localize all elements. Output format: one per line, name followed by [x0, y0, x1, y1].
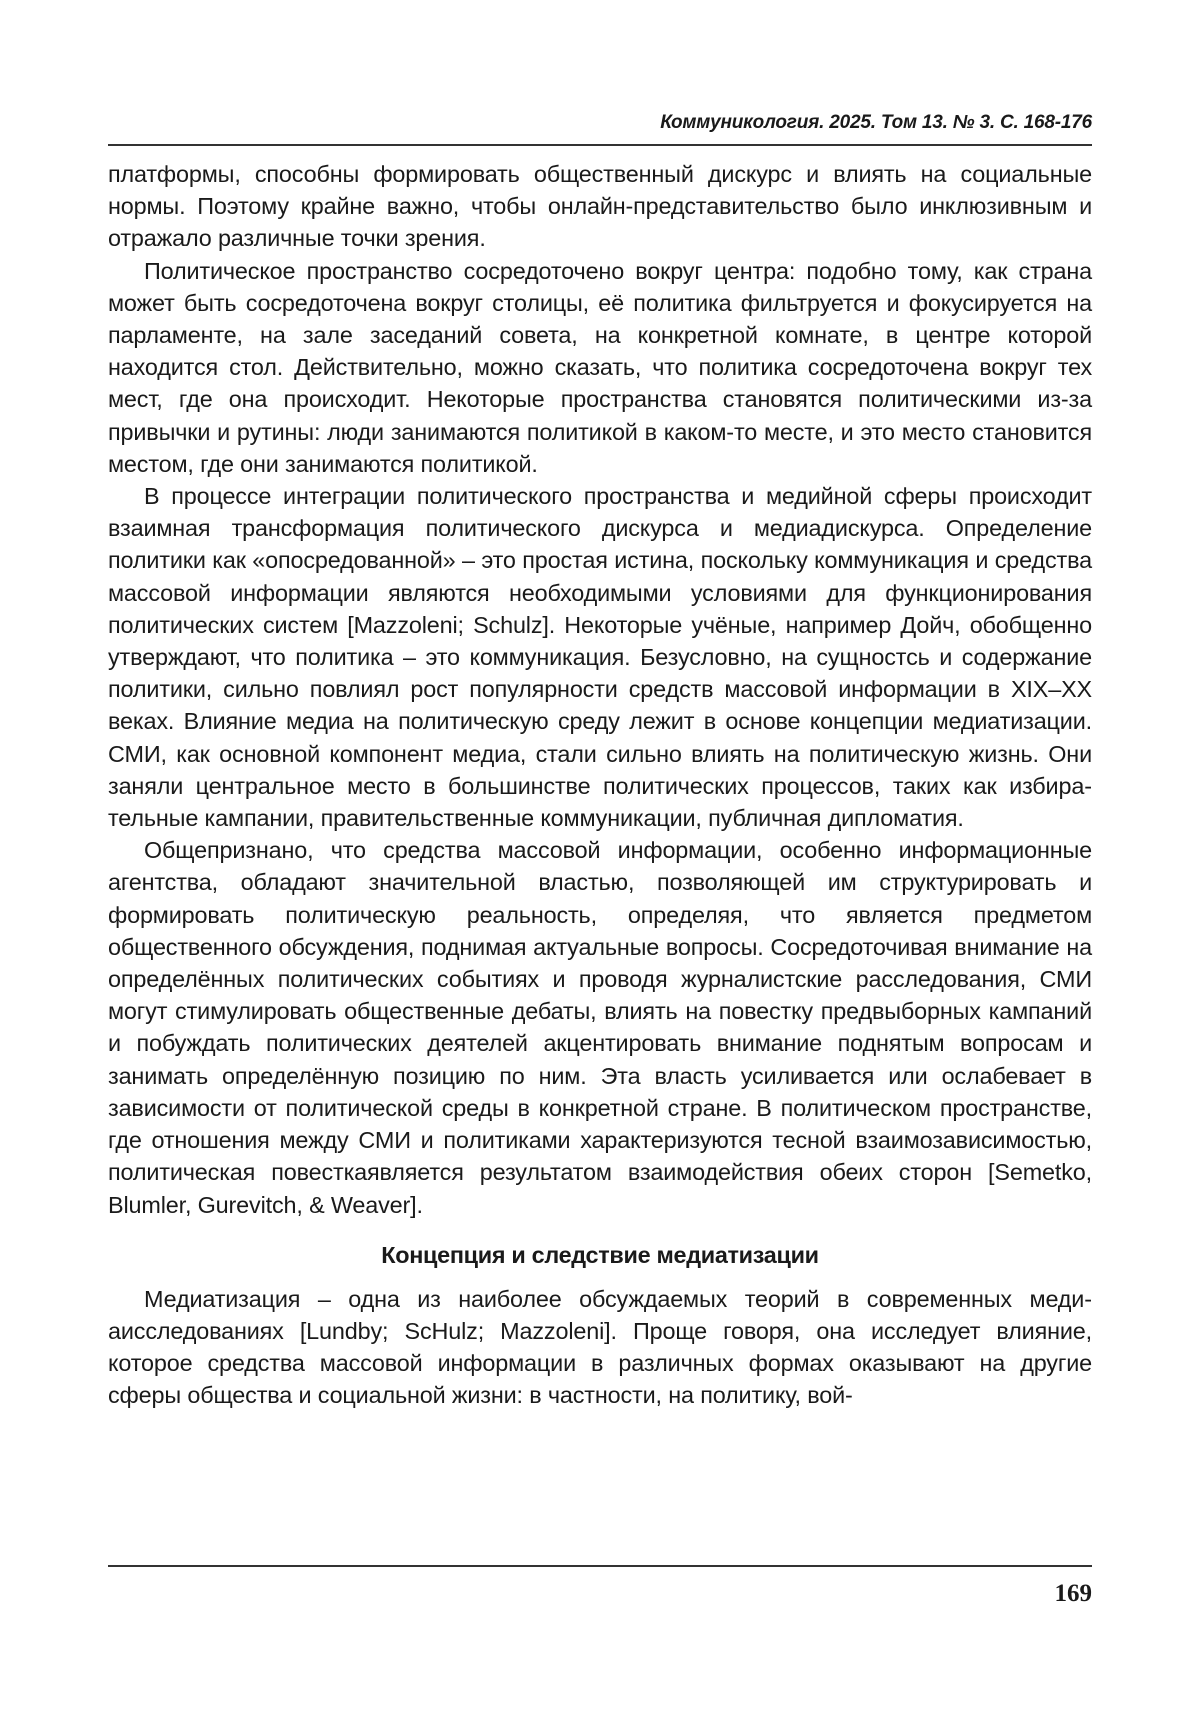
- paragraph: Медиатизация – одна из наиболее обсуждаемых теорий в современных медиаисследованиях [Lundby; ScHulz; Mazzoleni]. Проще говоря, она исследует влияние, которое средства массовой информации в различных формах оказывают на другие сферы общества и социальной жизни: в частности, на политику, вой-: [108, 1285, 1092, 1409]
- section-heading: Концепция и следствие медиатизации: [381, 1241, 819, 1268]
- paragraph: В процессе интеграции политического пространства и медийной сферы происходит взаимная трансформация политического дискурса и медиадискурса. Определение политики как «опосредованной» – это простая истина, поскольку коммуникация и средства массовой информации являются необходимыми условиями для функционирования политических систем [Mazzoleni; Schulz]. Некоторые учёные, например Дойч, обобщенно утверждают, что политика – это коммуникация. Безусловно, на сущностсь и содержание политики, сильно повлиял рост популярности средств массовой информации в XIX–XX веках. Влияние медиа на политическую среду лежит в основе концепции медиатизации. СМИ, как основной компонент медиа, стали сильно влиять на политическую жизнь. Они заняли центральное место в большинстве политических процессов, таких как избирательные кампании, правительственные коммуникации, публичная дипломатия.: [108, 483, 1092, 832]
- paragraph-continuation: платформы, способны формировать общественный дискурс и влиять на социальные нормы. Поэтому крайне важно, чтобы онлайн-представительство было инклюзивным и отражало различные точки зрения.: [108, 161, 1092, 252]
- header-rule: [108, 144, 1092, 146]
- footer-rule: [108, 1565, 1092, 1567]
- page-number: 169: [1054, 1580, 1092, 1607]
- paragraph: Общепризнано, что средства массовой информации, особенно информационные агентства, обладают значительной властью, позволяющей им структурировать и формировать политическую реальность, определяя, что является предметом общественного обсуждения, поднимая актуальные вопросы. Сосредоточивая внимание на определённых политических событиях и проводя журналистские расследования, СМИ могут стимулировать общественные дебаты, влиять на повестку предвыборных кампаний и побуждать политических деятелей акцентировать внимание поднятым вопросам и занимать определённую позицию по ним. Эта власть усиливается или ослабевает в зависимости от политической среды в конкретной стране. В политическом пространстве, где отношения между СМИ и политиками характеризуются тесной взаимозависимостью, политическая повесткаявляется результатом взаимодействия обеих сторон [Semetko, Blumler, Gurevitch, & Weaver].: [108, 837, 1092, 1218]
- journal-page: [108, 0, 1092, 1710]
- paragraph: Политическое пространство сосредоточено вокруг центра: подобно тому, как страна может быть сосредоточена вокруг столицы, её политика фильтруется и фокусируется на парламенте, на зале заседаний совета, на конкретной комнате, в центре которой находится стол. Действительно, можно сказать, что политика сосредоточена вокруг тех мест, где она происходит. Некоторые пространства становятся политическими из-за привычки и рутины: люди занимаются политикой в каком-то месте, и это место становится местом, где они занимаются политикой.: [108, 257, 1092, 477]
- article-body: [108, 158, 1092, 1412]
- running-head: Коммуникология. 2025. Том 13. № 3. С. 168-176: [660, 112, 1092, 133]
